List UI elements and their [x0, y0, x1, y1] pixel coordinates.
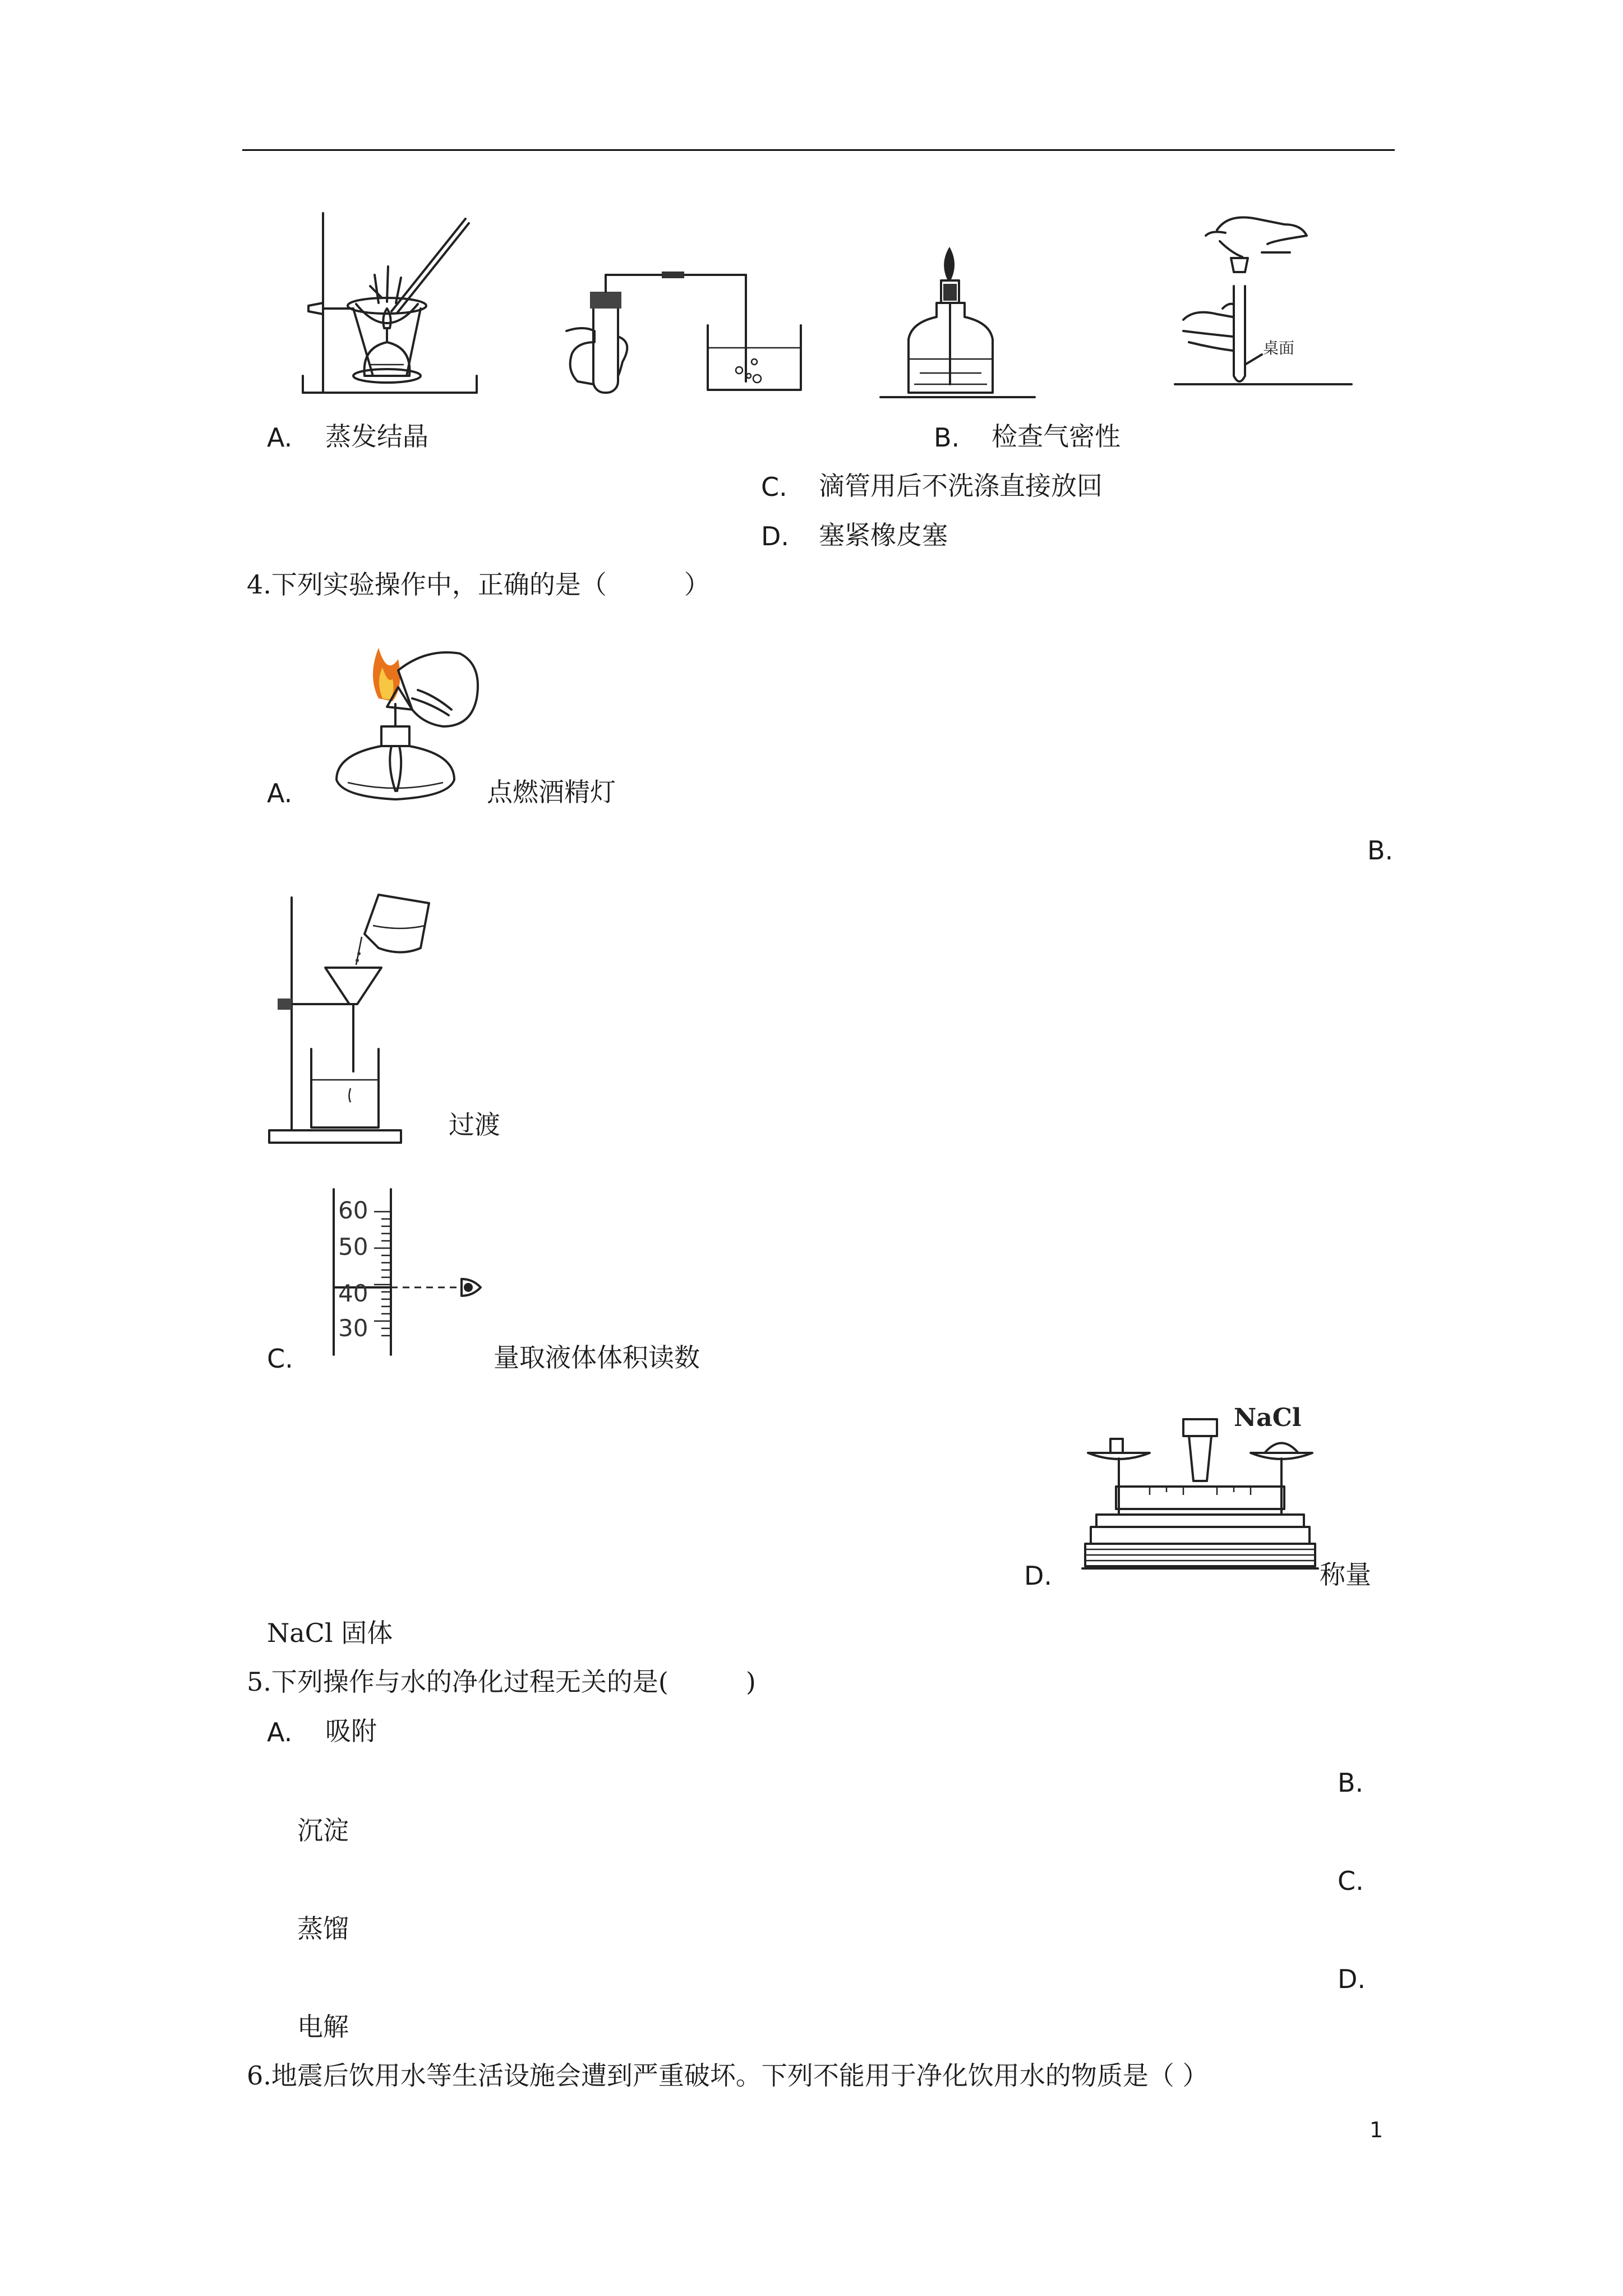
q4-option-d-text: 称量 — [1320, 1559, 1371, 1590]
q4-stem: 4.下列实验操作中，正确的是（ ） — [247, 569, 710, 600]
stopper-tube-figure — [1172, 208, 1357, 387]
q3-option-a-letter: A. — [267, 422, 293, 453]
q3-option-c-letter: C. — [761, 472, 787, 502]
q5-option-c-text: 蒸馏 — [297, 1913, 349, 1944]
q5-option-c-letter: C. — [1338, 1866, 1364, 1896]
q3-option-d-letter: D. — [761, 521, 790, 551]
page-number: 1 — [1370, 2118, 1384, 2142]
q4-option-b-letter: B. — [1367, 835, 1394, 866]
q4-option-c-letter: C. — [267, 1343, 293, 1374]
cylinder-tick-50: 50 — [338, 1233, 368, 1260]
q4-option-d-letter: D. — [1024, 1561, 1053, 1591]
cylinder-tick-60: 60 — [338, 1197, 368, 1224]
q4-option-b-text: 过渡 — [449, 1110, 500, 1140]
q3-option-b-letter: B. — [934, 422, 960, 453]
dropper-bottle-figure — [875, 241, 1038, 398]
balance-figure — [1082, 1402, 1318, 1588]
q5-option-d-text: 电解 — [297, 2012, 349, 2042]
airtightness-figure — [561, 264, 819, 398]
filtration-figure — [266, 886, 457, 1144]
q4-option-d-text-continued: NaCl 固体 — [267, 1618, 393, 1648]
q5-option-b-text: 沉淀 — [297, 1815, 349, 1846]
alcohol-lamp-figure — [320, 625, 488, 805]
q3-option-b-text: 检查气密性 — [992, 421, 1121, 452]
q3-option-d-text: 塞紧橡皮塞 — [819, 520, 948, 550]
cylinder-tick-40: 40 — [338, 1280, 368, 1307]
q5-stem: 5.下列操作与水的净化过程无关的是( ) — [247, 1667, 756, 1697]
q5-option-d-letter: D. — [1338, 1964, 1366, 1994]
balance-nacl-label: NaCl — [1234, 1404, 1302, 1432]
q3-option-c-text: 滴管用后不洗涤直接放回 — [819, 471, 1103, 501]
graduated-cylinder-figure — [328, 1189, 496, 1358]
table-surface-label: 桌面 — [1263, 339, 1295, 357]
header-rule — [242, 149, 1395, 151]
q5-option-b-letter: B. — [1338, 1768, 1364, 1798]
q5-option-a-letter: A. — [267, 1717, 293, 1747]
q4-option-a-letter: A. — [267, 778, 293, 808]
q4-option-c-text: 量取液体体积读数 — [494, 1342, 700, 1373]
q5-option-a-text: 吸附 — [325, 1716, 377, 1746]
q3-option-a-text: 蒸发结晶 — [325, 421, 428, 452]
q4-option-a-text: 点燃酒精灯 — [487, 777, 616, 807]
cylinder-tick-30: 30 — [338, 1314, 368, 1342]
evaporation-figure — [292, 208, 482, 398]
q6-stem: 6.地震后饮用水等生活设施会遭到严重破坏。下列不能用于净化饮用水的物质是（ ） — [247, 2060, 1209, 2091]
